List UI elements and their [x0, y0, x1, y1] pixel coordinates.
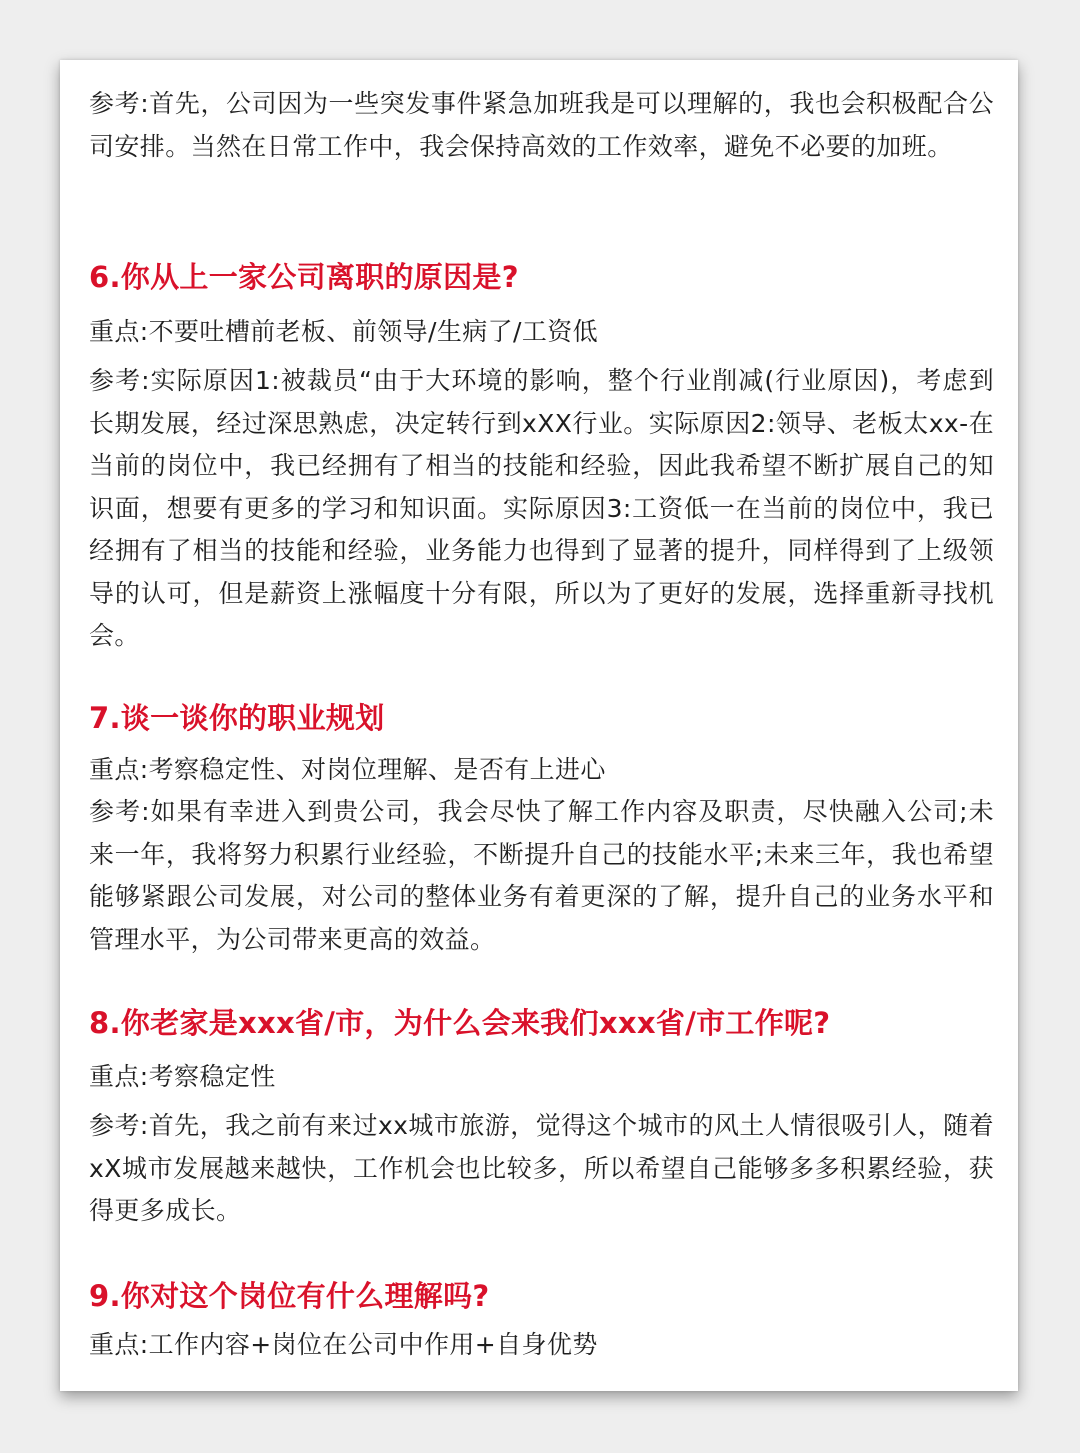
intro-reference: 参考:首先，公司因为一些突发事件紧急加班我是可以理解的，我也会积极配合公司安排。当然在日常工作中，我会保持高效的工作效率，避免不必要的加班。 — [89, 89, 994, 161]
question-6-heading: 6.你从上一家公司离职的原因是? — [89, 260, 519, 294]
question-9-key-point: 重点:工作内容+岗位在公司中作用+自身优势 — [89, 1330, 598, 1359]
question-7-reference: 参考:如果有幸进入到贵公司，我会尽快了解工作内容及职责，尽快融入公司;未来一年，我将努力积累行业经验，不断提升自己的技能水平;未来三年，我也希望能够紧跟公司发展，对公司的整体业务有着更深的了解，提升自己的业务水平和管理水平，为公司带来更高的效益。 — [89, 797, 994, 954]
question-8-key-point: 重点:考察稳定性 — [89, 1062, 276, 1091]
question-6-key-point: 重点:不要吐槽前老板、前领导/生病了/工资低 — [89, 317, 599, 346]
question-7-key-point: 重点:考察稳定性、对岗位理解、是否有上进心 — [89, 755, 606, 784]
document-card — [60, 60, 1018, 1391]
question-7-heading: 7.谈一谈你的职业规划 — [89, 701, 385, 735]
question-8-reference: 参考:首先，我之前有来过xx城市旅游，觉得这个城市的风土人情很吸引人，随着xX城市发展越来越快，工作机会也比较多，所以希望自己能够多多积累经验，获得更多成长。 — [89, 1111, 994, 1225]
question-8-heading: 8.你老家是xxx省/市，为什么会来我们xxx省/市工作呢? — [89, 1006, 831, 1040]
question-9-heading: 9.你对这个岗位有什么理解吗? — [89, 1279, 490, 1313]
question-6-reference: 参考:实际原因1:被裁员“由于大环境的影响，整个行业削减(行业原因)，考虑到长期发展，经过深思熟虑，决定转行到xXX行业。实际原因2:领导、老板太xx-在当前的岗位中，我已经拥有了相当的技能和经验，因此我希望不断扩展自己的知识面，想要有更多的学习和知识面。实际原因3:工资低一在当前的岗位中，我已经拥有了相当的技能和经验，业务能力也得到了显著的提升，同样得到了上级领导的认可，但是薪资上涨幅度十分有限，所以为了更好的发展，选择重新寻找机会。 — [89, 366, 994, 650]
